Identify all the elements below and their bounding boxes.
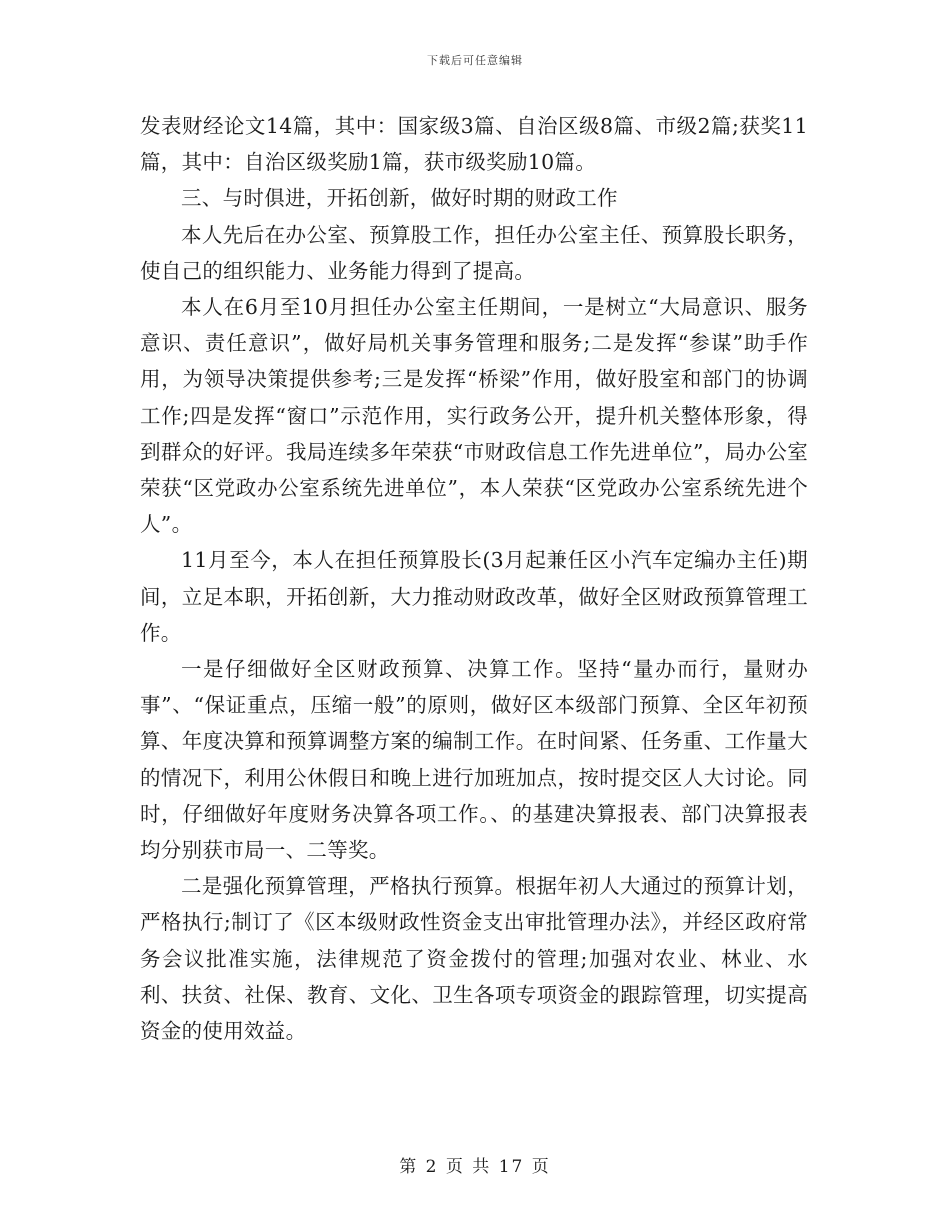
page-number: 第 2 页 共 17 页 [399,1157,551,1177]
section-heading: 三、与时俱进，开拓创新，做好时期的财政工作 [181,186,618,211]
page-header: 下载后可任意编辑 [427,54,523,67]
paragraph-1: 发表财经论文14篇，其中：国家级3篇、自治区级8篇、市级2篇;获奖11 篇，其中：自治区级奖励1篇，获市级奖励10篇。 [140,114,808,175]
paragraph-5: 11月至今，本人在担任预算股长(3月起兼任区小汽车定编办主任)期间，立足本职，开拓创新，大力推动财政改革，做好全区财政预算管理工作。 [140,548,808,645]
paragraph-7: 二是强化预算管理，严格执行预算。根据年初人大通过的预算计划，严格执行;制订了《区本级财政性资金支出审批管理办法》，并经区政府常务会议批准实施，法律规范了资金拨付的管理;加强对农业、林业、水利、扶贫、社保、教育、文化、卫生各项专项资金的跟踪管理，切实提高资金的使用效益。 [140,874,808,1044]
paragraph-6: 一是仔细做好全区财政预算、决算工作。坚持“量办而行，量财办事”、“保证重点，压缩一般”的原则，做好区本级部门预算、全区年初预算、年度决算和预算调整方案的编制工作。在时间紧、任务重、工作量大的情况下，利用公休假日和晚上进行加班加点，按时提交区人大讨论。同时，仔细做好年度财务决算各项工作。、的基建决算报表、部门决算报表均分别获市局一、二等奖。 [140,657,808,863]
document-body [140,108,808,1049]
paragraph-3: 本人先后在办公室、预算股工作，担任办公室主任、预算股长职务，使自己的组织能力、业务能力得到了提高。 [140,222,808,283]
paragraph-4: 本人在6月至10月担任办公室主任期间，一是树立“大局意识、服务意识、责任意识”，做好局机关事务管理和服务;二是发挥“参谋”助手作用，为领导决策提供参考;三是发挥“桥梁”作用，做好股室和部门的协调工作;四是发挥“窗口”示范作用，实行政务公开，提升机关整体形象，得到群众的好评。我局连续多年荣获“市财政信息工作先进单位”，局办公室荣获“区党政办公室系统先进单位”，本人荣获“区党政办公室系统先进个人”。 [140,295,808,537]
